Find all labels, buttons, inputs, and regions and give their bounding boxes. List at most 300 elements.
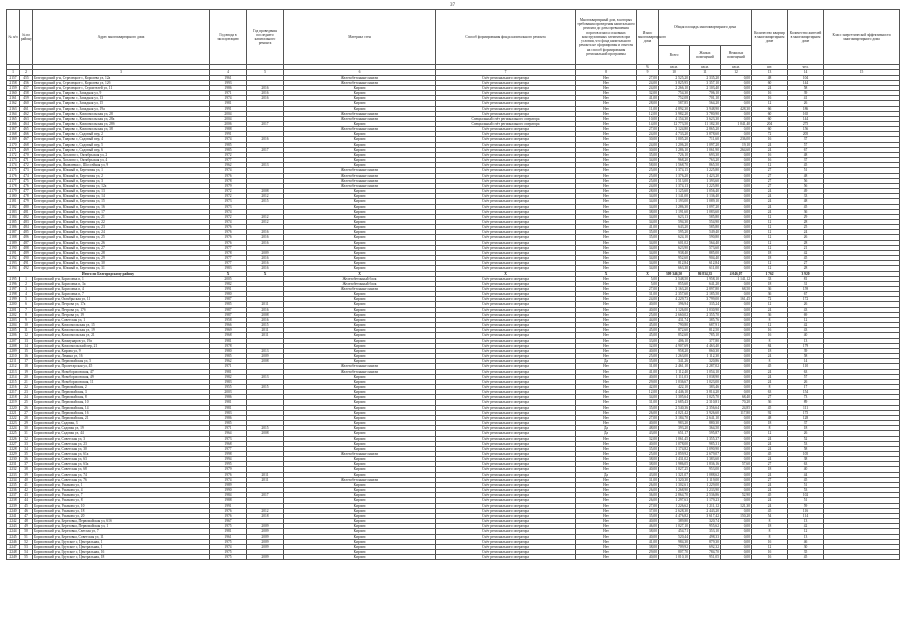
- page-number: 37: [450, 3, 455, 8]
- cell-area-living: 951,05: [690, 555, 721, 560]
- cell-year-built: 1980: [210, 348, 247, 353]
- cell-year-built: 1974: [210, 137, 247, 142]
- cell-residents: 58: [788, 446, 824, 451]
- cell-apartments: 8: [752, 426, 788, 431]
- cell-residents: 45: [788, 555, 824, 560]
- cell-apartments: 63: [752, 390, 788, 395]
- cell-address: Белгородский р-н, Таврово с, Западная ул, 15: [33, 101, 210, 106]
- cell-address: Белгородский р-н, Южный п, Березовая ул, 27: [33, 245, 210, 250]
- cell-wall-material: Кирпич: [284, 292, 436, 297]
- cell-residents: 48: [788, 152, 824, 157]
- cell-wall-material: Кирпич: [284, 482, 436, 487]
- cell-fund-method: Счёт регионального оператора: [436, 281, 576, 286]
- cell-apartments: 16: [752, 91, 788, 96]
- cell-wall-material: Кирпич: [284, 163, 436, 168]
- cell-apartments: 45: [752, 452, 788, 457]
- cell-year-built: 1973: [210, 436, 247, 441]
- cell-area-nonliving: 0,00: [721, 529, 752, 534]
- cell-residents: 144: [788, 80, 824, 85]
- cell-wear: 10,00: [637, 116, 659, 121]
- cell-area-nonliving: 121,30: [721, 503, 752, 508]
- cell-no: 2237: [7, 493, 20, 498]
- cell-year-built: 2003: [210, 390, 247, 395]
- cell-fund-method: Счёт регионального оператора: [436, 555, 576, 560]
- cell-year-built: 1962: [210, 359, 247, 364]
- cell-no-district: 4: [20, 292, 33, 297]
- cell-no: 2172: [7, 152, 20, 157]
- cell-wear: 27,00: [637, 415, 659, 420]
- cell-no: 2206: [7, 333, 20, 338]
- cell-area-total: 4 907,69: [659, 343, 690, 348]
- cell-wear: 35,00: [637, 359, 659, 364]
- cell-wall-material: Кирпич: [284, 240, 436, 245]
- cell-no-district: 24: [20, 395, 33, 400]
- cell-area-nonliving: 0,00: [721, 317, 752, 322]
- cell-fund-method: Счёт регионального оператора: [436, 457, 576, 462]
- cell-address: Белгородский р-н, Таврово с, Садовый пер, 6: [33, 147, 210, 152]
- cell-area-nonliving: 428,30: [721, 106, 752, 111]
- cell-wall-material: Железобетонные панели: [284, 452, 436, 457]
- cell-area-total: 1 302,61: [659, 482, 690, 487]
- cell-no: 2238: [7, 498, 20, 503]
- cell-year-built: 2005: [210, 276, 247, 281]
- cell-no: 2162: [7, 101, 20, 106]
- cell-apartments: 8: [752, 384, 788, 389]
- column-number: 12: [721, 70, 752, 75]
- cell-emergency: Нет: [576, 384, 637, 389]
- col-header-address: Адрес многоквартирного дома: [33, 10, 210, 65]
- cell-fund-method: Счёт регионального оператора: [436, 250, 576, 255]
- cell-emergency: Да: [576, 426, 637, 431]
- cell-no: 2214: [7, 374, 20, 379]
- cell-emergency: Нет: [576, 281, 637, 286]
- cell-area-living: 2 310,81: [690, 400, 721, 405]
- cell-area-total: 812,84: [659, 261, 690, 266]
- cell-address: Белгородский р-н, Южный п, Березовая ул, 29: [33, 256, 210, 261]
- cell-no: 2211: [7, 359, 20, 364]
- cell-apartments: 60: [752, 116, 788, 121]
- cell-residents: 30: [788, 544, 824, 549]
- cell-year-overhaul: 2016: [247, 307, 284, 312]
- cell-area-living: 3 623,30: [690, 116, 721, 121]
- cell-apartments: 12: [752, 235, 788, 240]
- cell-fund-method: Счёт регионального оператора: [436, 462, 576, 467]
- cell-wear: 11,00: [637, 106, 659, 111]
- cell-area-living: 1 233,90: [690, 488, 721, 493]
- cell-wear: 40,00: [637, 555, 659, 560]
- cell-wall-material: Кирпич: [284, 250, 436, 255]
- cell-area-living: 385,76: [690, 317, 721, 322]
- cell-area-nonliving: 0,00: [721, 539, 752, 544]
- cell-no: 2180: [7, 194, 20, 199]
- cell-fund-method: Счёт регионального оператора: [436, 266, 576, 271]
- cell-emergency: Нет: [576, 240, 637, 245]
- cell-area-total: 3 124,80: [659, 127, 690, 132]
- cell-address: Белгородский р-н, Южный п, Березовая ул, 14: [33, 194, 210, 199]
- cell-emergency: Нет: [576, 333, 637, 338]
- cell-no-district: 1: [20, 276, 33, 281]
- cell-area-nonliving: 0,00: [721, 173, 752, 178]
- cell-address: Борисовский р-н, Октябрьская ул, 11: [33, 297, 210, 302]
- cell-year-overhaul: 2016: [247, 230, 284, 235]
- cell-area-total: 4 446,10: [659, 390, 690, 395]
- cell-apartments: 27: [752, 178, 788, 183]
- cell-apartments: 27: [752, 462, 788, 467]
- cell-fund-method: Счёт регионального оператора: [436, 488, 576, 493]
- cell-area-nonliving: 0,00: [721, 214, 752, 219]
- cell-no: 2232: [7, 467, 20, 472]
- cell-address: Борисовский р-н, Комсомольская ул, 21: [33, 333, 210, 338]
- cell-area-total: 651,17: [659, 431, 690, 436]
- cell-no-district: 481: [20, 209, 33, 214]
- cell-year-built: 1955: [210, 384, 247, 389]
- cell-no: 2226: [7, 436, 20, 441]
- cell-apartments: 18: [752, 281, 788, 286]
- cell-fund-method: Счёт регионального оператора: [436, 287, 576, 292]
- cell-area-living: 1 056,40: [690, 189, 721, 194]
- cell-fund-method: Счёт регионального оператора: [436, 163, 576, 168]
- cell-wall-material: Кирпич: [284, 498, 436, 503]
- cell-wear: 40,00: [637, 467, 659, 472]
- column-number: 5: [247, 70, 284, 75]
- cell-wall-material: Кирпич: [284, 467, 436, 472]
- cell-area-living: 2 335,20: [690, 75, 721, 80]
- cell-area-living: 554,90: [690, 219, 721, 224]
- cell-area-total: 1 206,20: [659, 142, 690, 147]
- cell-area-total: 4 733,20: [659, 132, 690, 137]
- cell-wall-material: Кирпич: [284, 214, 436, 219]
- cell-year-built: 1964: [210, 431, 247, 436]
- cell-apartments: 18: [752, 524, 788, 529]
- cell-year-overhaul: 2017: [247, 493, 284, 498]
- cell-address: Борисовский р-н, Советская ул, 30: [33, 446, 210, 451]
- cell-emergency: Нет: [576, 209, 637, 214]
- cell-wear: 26,00: [637, 498, 659, 503]
- cell-area-nonliving: 52,90: [721, 493, 752, 498]
- cell-residents: 144: [788, 116, 824, 121]
- cell-emergency: Нет: [576, 96, 637, 101]
- cell-emergency: Нет: [576, 369, 637, 374]
- cell-year-built: 1981: [210, 369, 247, 374]
- cell-area-total: 396,94: [659, 302, 690, 307]
- cell-no: 2159: [7, 85, 20, 90]
- cell-area-living: 1 023,00: [690, 379, 721, 384]
- cell-residents: 45: [788, 204, 824, 209]
- cell-residents: 51: [788, 482, 824, 487]
- cell-area-nonliving: 0,00: [721, 266, 752, 271]
- cell-fund-method: Счёт регионального оператора: [436, 519, 576, 524]
- cell-no-district: 490: [20, 256, 33, 261]
- cell-no: 2201: [7, 307, 20, 312]
- cell-address: Борисовский р-н, Березовка, Светлая ул, 7: [33, 529, 210, 534]
- cell-area-total: 1 297,63: [659, 498, 690, 503]
- cell-area-living: 573,60: [690, 245, 721, 250]
- cell-year-overhaul: 2011: [247, 302, 284, 307]
- cell-residents: 40: [788, 333, 824, 338]
- cell-area-total: 983,20: [659, 421, 690, 426]
- cell-year-overhaul: 2009: [247, 539, 284, 544]
- cell-fund-method: Счёт регионального оператора: [436, 333, 576, 338]
- cell-emergency: Да: [576, 472, 637, 477]
- cell-emergency: Нет: [576, 534, 637, 539]
- cell-residents: 53: [788, 488, 824, 493]
- cell-wall-material: Железобетонные панели: [284, 369, 436, 374]
- cell-address: Белгородский р-н, Хохлово с, Октябрьская ул, 2: [33, 152, 210, 157]
- cell-year-built: 1998: [210, 452, 247, 457]
- cell-fund-method: Счёт регионального оператора: [436, 91, 576, 96]
- column-number: 7: [436, 70, 576, 75]
- cell-no: 2157: [7, 75, 20, 80]
- cell-area-total: 601,02: [659, 240, 690, 245]
- cell-year-built: 1986: [210, 395, 247, 400]
- cell-no-district: 42: [20, 488, 33, 493]
- cell-address: Белгородский р-н, Стрелецкое с, Строителей ул, 11: [33, 85, 210, 90]
- col-header-residents: Количество жителей в многоквартирном доме: [788, 10, 824, 65]
- cell-area-living: 692,32: [690, 544, 721, 549]
- cell-no-district: 480: [20, 204, 33, 209]
- cell-residents: 39: [788, 91, 824, 96]
- cell-area-nonliving: 0,00: [721, 431, 752, 436]
- cell-area-living: 1 097,20: [690, 204, 721, 209]
- cell-year-built: 1977: [210, 261, 247, 266]
- cell-area-total: 1 078,00: [659, 441, 690, 446]
- cell-area-nonliving: 0,00: [721, 338, 752, 343]
- cell-emergency: Да: [576, 359, 637, 364]
- cell-year-built: 1995: [210, 462, 247, 467]
- cell-area-living: 335,24: [690, 302, 721, 307]
- cell-area-nonliving: 0,00: [721, 225, 752, 230]
- cell-no-district: 16: [20, 354, 33, 359]
- col-header-area-total: Всего: [659, 46, 690, 65]
- cell-wall-material: Кирпич: [284, 219, 436, 224]
- cell-year-built: 1991: [210, 132, 247, 137]
- cell-wall-material: Кирпич: [284, 529, 436, 534]
- cell-no: 2195: [7, 276, 20, 281]
- cell-area-living: 612,84: [690, 261, 721, 266]
- cell-no-district: 484: [20, 225, 33, 230]
- cell-area-total: 587,85: [659, 101, 690, 106]
- cell-fund-method: Счёт регионального оператора: [436, 106, 576, 111]
- cell-year-built: 1979: [210, 467, 247, 472]
- cell-year-built: 1958: [210, 317, 247, 322]
- cell-emergency: Нет: [576, 194, 637, 199]
- cell-wall-material: Кирпич: [284, 338, 436, 343]
- cell-address: Белгородский р-н, Южный п, Березовая ул, 31: [33, 266, 210, 271]
- cell-address: Борисовский р-н, Первомайская, 8: [33, 395, 210, 400]
- cell-no-district: 489: [20, 250, 33, 255]
- cell-no: 2208: [7, 343, 20, 348]
- cell-wear: 26,00: [637, 482, 659, 487]
- cell-no-district: 476: [20, 183, 33, 188]
- cell-wear: 35,00: [637, 446, 659, 451]
- cell-apartments: 12: [752, 230, 788, 235]
- cell-area-living: 706,10: [690, 91, 721, 96]
- cell-wear: 35,00: [637, 513, 659, 518]
- cell-area-total: 1 005,20: [659, 137, 690, 142]
- cell-area-total: 1 027,10: [659, 524, 690, 529]
- cell-wall-material: Железобетонные панели: [284, 178, 436, 183]
- cell-no-district: 40: [20, 477, 33, 482]
- cell-wall-material: Кирпич: [284, 472, 436, 477]
- cell-address: Белгородский р-н, Таврово с, Западная ул, 19а: [33, 106, 210, 111]
- cell-no: 2192: [7, 256, 20, 261]
- cell-wear: 25,00: [637, 452, 659, 457]
- cell-area-total: 1 268,90: [659, 488, 690, 493]
- cell-address: Борисовский р-н, Садовая ул, 19: [33, 426, 210, 431]
- cell-residents: 27: [788, 261, 824, 266]
- cell-address: Белгородский р-н, Таврово с, Западная ул, 9: [33, 91, 210, 96]
- cell-wall-material: Кирпич: [284, 555, 436, 560]
- cell-year-overhaul: 2016: [247, 261, 284, 266]
- cell-wear: 34,00: [637, 158, 659, 163]
- cell-area-total: 984,30: [659, 539, 690, 544]
- cell-no-district: 12: [20, 333, 33, 338]
- cell-fund-method: Счёт регионального оператора: [436, 101, 576, 106]
- cell-fund-method: Счёт регионального оператора: [436, 452, 576, 457]
- cell-address: Белгородский р-н, Южный п, Березовая ул, 17: [33, 209, 210, 214]
- cell-apartments: 45: [752, 405, 788, 410]
- cell-apartments: 60: [752, 80, 788, 85]
- cell-area-total: 623,90: [659, 245, 690, 250]
- cell-area-nonliving: 0,00: [721, 426, 752, 431]
- unit-apartments: шт.: [752, 65, 788, 70]
- cell-residents: 40: [788, 467, 824, 472]
- cell-residents: 67: [788, 147, 824, 152]
- cell-area-living: 564,20: [690, 101, 721, 106]
- cell-year-built: 1991: [210, 287, 247, 292]
- cell-wear: 25,00: [637, 354, 659, 359]
- cell-wear: 43,00: [637, 472, 659, 477]
- cell-wall-material: X: [284, 271, 436, 276]
- cell-fund-method: Счёт регионального оператора: [436, 312, 576, 317]
- cell-energy-class: [824, 555, 900, 560]
- cell-year-built: 1975: [210, 539, 247, 544]
- cell-area-living: 2 185,50: [690, 292, 721, 297]
- cell-apartments: 1 762: [752, 271, 788, 276]
- cell-year-built: 1983: [210, 379, 247, 384]
- cell-wear: 5,00: [637, 281, 659, 286]
- cell-area-living: 585,80: [690, 214, 721, 219]
- cell-no: 2215: [7, 379, 20, 384]
- cell-emergency: Нет: [576, 539, 637, 544]
- cell-residents: 58: [788, 85, 824, 90]
- cell-wall-material: Железобетонные панели: [284, 80, 436, 85]
- cell-year-built: 1973: [210, 204, 247, 209]
- cell-year-overhaul: 2012: [247, 219, 284, 224]
- cell-emergency: Нет: [576, 168, 637, 173]
- cell-no: 2220: [7, 405, 20, 410]
- cell-no: 2175: [7, 168, 20, 173]
- cell-year-overhaul: 2016: [247, 317, 284, 322]
- cell-wear: 38,00: [637, 209, 659, 214]
- cell-residents: 43: [788, 328, 824, 333]
- cell-area-living: 590,80: [690, 235, 721, 240]
- cell-residents: 52: [788, 436, 824, 441]
- cell-residents: 44: [788, 472, 824, 477]
- cell-wear: 37,00: [637, 508, 659, 513]
- cell-wear: 44,00: [637, 317, 659, 322]
- cell-no: 2245: [7, 534, 20, 539]
- cell-address: Борисовский р-н, Грузское с, Центральная, 1: [33, 539, 210, 544]
- col-header-emergency: Многоквартирный дом, в которых требования проведения капитального ремонта до даты превышения порогов износа основных конструктивных элементов при условии, что фонд капитального ремонта не сформирован и отнесен на способ формирования региональной программы: [576, 10, 637, 65]
- cell-area-living: 86 834,35: [690, 271, 721, 276]
- cell-area-nonliving: 0,00: [721, 323, 752, 328]
- cell-year-overhaul: 2008: [247, 189, 284, 194]
- cell-wear: 28,00: [637, 189, 659, 194]
- cell-area-nonliving: 0,00: [721, 245, 752, 250]
- cell-area-nonliving: 0,00: [721, 333, 752, 338]
- cell-area-total: 938,40: [659, 250, 690, 255]
- cell-wear: 38,00: [637, 529, 659, 534]
- cell-residents: 12: [788, 529, 824, 534]
- cell-year-overhaul: 2016: [247, 256, 284, 261]
- cell-area-living: 879,30: [690, 539, 721, 544]
- cell-area-living: 1 119,00: [690, 477, 721, 482]
- cell-area-total: 2 859,92: [659, 452, 690, 457]
- cell-fund-method: Счёт регионального оператора: [436, 292, 576, 297]
- cell-address: Белгородский р-н, Южный п, Березовая ул, 28: [33, 250, 210, 255]
- cell-no: 2235: [7, 482, 20, 487]
- cell-address: Борисовский р-н, Новоборисовская, 11: [33, 379, 210, 384]
- cell-year-overhaul: 2015: [247, 323, 284, 328]
- cell-area-living: 1 054,10: [690, 369, 721, 374]
- cell-year-built: 1976: [210, 513, 247, 518]
- cell-address: Борисовский р-н, Борисовка п, 7: [33, 292, 210, 297]
- cell-emergency: Нет: [576, 199, 637, 204]
- cell-wear: 31,00: [637, 400, 659, 405]
- cell-year-overhaul: 2009: [247, 524, 284, 529]
- cell-emergency: Нет: [576, 142, 637, 147]
- col-header-energy-class: Класс энергетической эффективности многоквартирного дома: [824, 10, 900, 65]
- cell-area-nonliving: 0,00: [721, 555, 752, 560]
- cell-area-living: 1 383,60: [690, 457, 721, 462]
- cell-no-district: 13: [20, 338, 33, 343]
- cell-no-district: 456: [20, 80, 33, 85]
- cell-no: 2200: [7, 302, 20, 307]
- cell-no: 2188: [7, 235, 20, 240]
- cell-apartments: 12: [752, 214, 788, 219]
- cell-no-district: 55: [20, 555, 33, 560]
- cell-wall-material: Кирпич: [284, 96, 436, 101]
- cell-emergency: Нет: [576, 415, 637, 420]
- cell-year-built: 1981: [210, 400, 247, 405]
- cell-area-nonliving: 19,10: [721, 142, 752, 147]
- cell-year-overhaul: 2012: [247, 508, 284, 513]
- cell-area-total: 1 376,20: [659, 173, 690, 178]
- cell-no-district: 20: [20, 374, 33, 379]
- cell-area-nonliving: 1 041,40: [721, 122, 752, 127]
- cell-area-nonliving: 0,00: [721, 544, 752, 549]
- cell-area-total: 952,60: [659, 256, 690, 261]
- cell-wear: 27,00: [637, 75, 659, 80]
- cell-area-total: 406,10: [659, 338, 690, 343]
- cell-wall-material: Кирпич: [284, 333, 436, 338]
- cell-wear: 31,00: [637, 364, 659, 369]
- cell-wall-material: Кирпич: [284, 379, 436, 384]
- cell-emergency: Нет: [576, 452, 637, 457]
- cell-area-living: 353,10: [690, 529, 721, 534]
- cell-no-district: 486: [20, 235, 33, 240]
- cell-apartments: 12: [752, 261, 788, 266]
- cell-emergency: Нет: [576, 307, 637, 312]
- cell-wall-material: Кирпич: [284, 312, 436, 317]
- cell-wall-material: Железобетонные панели: [284, 168, 436, 173]
- cell-residents: 26: [788, 101, 824, 106]
- cell-residents: 275: [788, 122, 824, 127]
- housing-register-table: [6, 9, 900, 560]
- cell-apartments: 84: [752, 343, 788, 348]
- cell-no-district: 14: [20, 343, 33, 348]
